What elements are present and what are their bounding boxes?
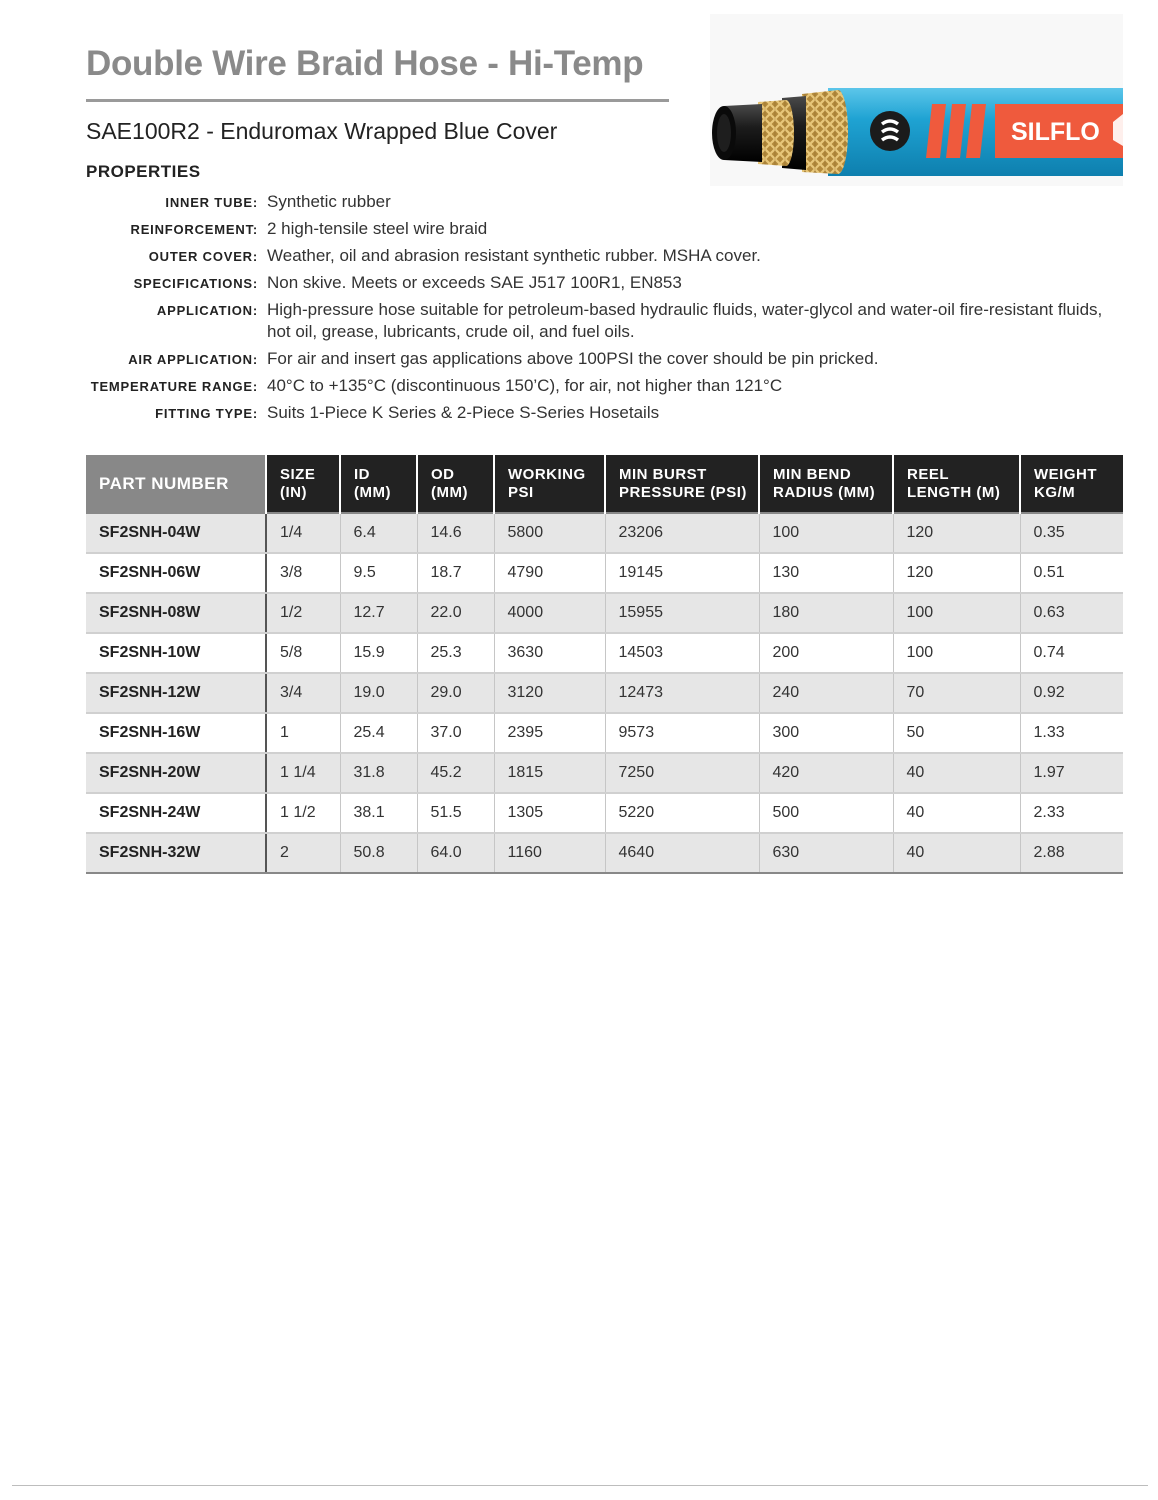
column-header-line1: PART NUMBER [99,473,229,493]
table-cell: 14.6 [417,513,494,553]
property-value: 40°C to +135°C (discontinuous 150’C), for air, not higher than 121°C [267,376,783,395]
column-header [417,455,494,513]
property-label: TEMPERATURE RANGE: [90,379,258,394]
column-header-line1: REEL [907,465,950,483]
properties-list [86,191,1126,429]
table-cell: 1 1/4 [266,753,340,793]
table-cell: 1 1/2 [266,793,340,833]
table-cell: 6.4 [340,513,417,553]
table-cell: 180 [759,593,893,633]
property-label: AIR APPLICATION: [128,352,258,367]
table-cell: 1/2 [266,593,340,633]
table-cell: 51.5 [417,793,494,833]
table-cell: 37.0 [417,713,494,753]
page-subtitle: SAE100R2 - Enduromax Wrapped Blue Cover [86,118,558,144]
property-label: SPECIFICATIONS: [133,276,258,291]
table-cell: 120 [893,513,1020,553]
table-cell: 38.1 [340,793,417,833]
column-header-line2: LENGTH (M) [907,483,1001,501]
table-row [86,713,1123,753]
table-cell: 3120 [494,673,605,713]
column-header-line2: RADIUS (MM) [773,483,876,501]
table-cell: 40 [893,793,1020,833]
footer-rule [12,1485,1148,1486]
part-number-cell: SF2SNH-08W [86,593,266,633]
table-cell: 200 [759,633,893,673]
table-cell: 4640 [605,833,759,873]
property-value: Non skive. Meets or exceeds SAE J517 100R1, EN853 [267,273,682,292]
property-value: 2 high-tensile steel wire braid [267,219,488,238]
column-header [494,455,605,513]
table-cell: 3/8 [266,553,340,593]
property-reinforcement [86,218,1126,240]
table-cell: 300 [759,713,893,753]
property-label: FITTING TYPE: [155,406,258,421]
table-cell: 130 [759,553,893,593]
hose-illustration [710,14,1123,186]
table-cell: 2.88 [1020,833,1123,873]
column-header-line2: PRESSURE (PSI) [619,483,747,501]
table-cell: 420 [759,753,893,793]
table-cell: 3630 [494,633,605,673]
table-cell: 100 [893,633,1020,673]
table-cell: 12.7 [340,593,417,633]
table-cell: 2.33 [1020,793,1123,833]
column-header-line1: SIZE [280,465,316,483]
part-number-cell: SF2SNH-10W [86,633,266,673]
table-cell: 0.35 [1020,513,1123,553]
table-cell: 9.5 [340,553,417,593]
table-cell: 2 [266,833,340,873]
property-temperature-range [86,375,1126,397]
table-cell: 22.0 [417,593,494,633]
table-cell: 1815 [494,753,605,793]
property-outer-cover [86,245,1126,267]
table-cell: 70 [893,673,1020,713]
table-cell: 5800 [494,513,605,553]
column-header-line2: (MM) [354,483,391,501]
column-header [340,455,417,513]
column-header-line1: MIN BEND [773,465,852,483]
table-cell: 120 [893,553,1020,593]
property-value: High-pressure hose suitable for petroleum-based hydraulic fluids, water-glycol and water-oil fire-resistant fluids, hot oil, grease, lubricants, crude oil, and fuel oils. [267,300,1103,341]
table-cell: 9573 [605,713,759,753]
table-row [86,833,1123,873]
table-cell: 1/4 [266,513,340,553]
table-cell: 7250 [605,753,759,793]
part-number-cell: SF2SNH-12W [86,673,266,713]
column-header [759,455,893,513]
property-value: For air and insert gas applications above 100PSI the cover should be pin pricked. [267,349,879,368]
silflo-logo-icon [870,111,910,151]
table-cell: 100 [893,593,1020,633]
properties-heading: PROPERTIES [86,162,201,181]
table-cell: 12473 [605,673,759,713]
table-cell: 25.4 [340,713,417,753]
table-cell: 14503 [605,633,759,673]
hose-brand-text: SILFLO [1011,118,1100,146]
table-cell: 31.8 [340,753,417,793]
table-cell: 64.0 [417,833,494,873]
column-header [86,455,266,513]
table-cell: 25.3 [417,633,494,673]
table-row [86,793,1123,833]
part-number-cell: SF2SNH-04W [86,513,266,553]
table-cell: 1.33 [1020,713,1123,753]
table-cell: 15955 [605,593,759,633]
property-fitting-type [86,402,1126,424]
column-header [1020,455,1123,513]
part-number-cell: SF2SNH-24W [86,793,266,833]
title-underline [86,99,669,102]
property-application [86,299,1126,343]
table-cell: 40 [893,753,1020,793]
property-label: APPLICATION: [156,303,258,318]
table-cell: 0.92 [1020,673,1123,713]
part-number-cell: SF2SNH-16W [86,713,266,753]
column-header-line1: WEIGHT [1034,465,1097,483]
table-cell: 50 [893,713,1020,753]
table-row [86,673,1123,713]
table-cell: 0.74 [1020,633,1123,673]
table-cell: 50.8 [340,833,417,873]
part-number-cell: SF2SNH-06W [86,553,266,593]
table-row [86,513,1123,553]
property-inner-tube [86,191,1126,213]
table-cell: 1.97 [1020,753,1123,793]
table-cell: 5/8 [266,633,340,673]
table-cell: 4790 [494,553,605,593]
property-air-application [86,348,1126,370]
column-header-line2: (IN) [280,483,307,501]
table-cell: 45.2 [417,753,494,793]
column-header-line2: (MM) [431,483,468,501]
part-number-cell: SF2SNH-32W [86,833,266,873]
part-number-cell: SF2SNH-20W [86,753,266,793]
column-header [605,455,759,513]
table-row [86,593,1123,633]
column-header-line1: WORKING [508,465,586,483]
table-header-row [86,455,1123,513]
table-cell: 1305 [494,793,605,833]
column-header [893,455,1020,513]
table-cell: 4000 [494,593,605,633]
table-cell: 2395 [494,713,605,753]
property-label: OUTER COVER: [148,249,258,264]
table-cell: 18.7 [417,553,494,593]
property-label: INNER TUBE: [165,195,258,210]
page-title: Double Wire Braid Hose - Hi-Temp [86,44,644,83]
table-cell: 1 [266,713,340,753]
table-cell: 240 [759,673,893,713]
table-row [86,553,1123,593]
table-cell: 40 [893,833,1020,873]
table-cell: 19145 [605,553,759,593]
table-cell: 3/4 [266,673,340,713]
table-cell: 15.9 [340,633,417,673]
table-body [86,513,1123,873]
property-specifications [86,272,1126,294]
column-header-line1: ID [354,465,370,483]
specifications-table [86,455,1123,874]
column-header-line1: MIN BURST [619,465,707,483]
property-value: Synthetic rubber [267,192,391,211]
table-cell: 500 [759,793,893,833]
table-cell: 29.0 [417,673,494,713]
table-row [86,753,1123,793]
table-cell: 630 [759,833,893,873]
table-cell: 23206 [605,513,759,553]
table-cell: 0.63 [1020,593,1123,633]
column-header-line2: KG/M [1034,483,1076,501]
table-cell: 0.51 [1020,553,1123,593]
property-value: Weather, oil and abrasion resistant synthetic rubber. MSHA cover. [267,246,761,265]
column-header-line1: OD [431,465,455,483]
table-row [86,633,1123,673]
table-cell: 100 [759,513,893,553]
column-header-line2: PSI [508,483,534,501]
table-cell: 5220 [605,793,759,833]
property-value: Suits 1-Piece K Series & 2-Piece S-Series Hosetails [267,403,660,422]
column-header [266,455,340,513]
property-label: REINFORCEMENT: [130,222,258,237]
table-cell: 1160 [494,833,605,873]
table-cell: 19.0 [340,673,417,713]
